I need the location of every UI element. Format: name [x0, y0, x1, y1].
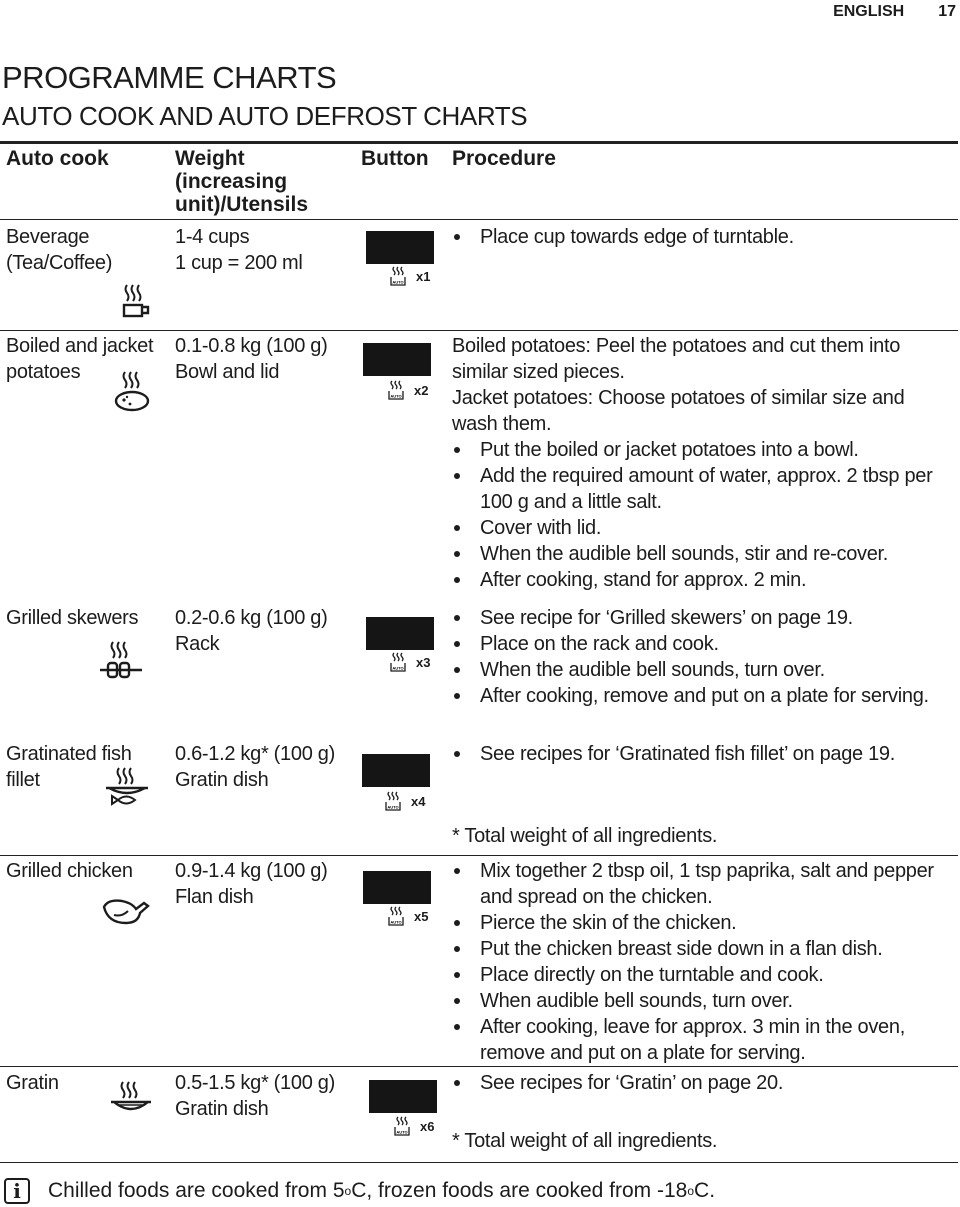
- procedure: [452, 224, 952, 250]
- footnote: * Total weight of all ingredients.: [452, 1130, 718, 1152]
- auto-cook-button[interactable]: [366, 231, 434, 264]
- food-name: Beverage (Tea/Coffee): [6, 226, 113, 274]
- auto-cook-icon: [388, 380, 404, 400]
- button-press-count: [390, 652, 430, 672]
- weight-range: 0.9-1.4 kg (100 g): [175, 860, 328, 882]
- language-label: ENGLISH: [833, 3, 905, 20]
- auto-label: AUTO: [387, 804, 399, 810]
- table-top-rule: [0, 141, 958, 144]
- col-header-procedure: Procedure: [452, 147, 556, 170]
- procedure: [452, 1070, 952, 1096]
- auto-cook-icon: [390, 652, 406, 672]
- skewer-icon: [98, 640, 144, 680]
- press-count: x2: [414, 382, 429, 398]
- food-name: Gratin: [6, 1072, 59, 1094]
- procedure-step: Add the required amount of water, approx. 2 tbsp per 100 g and a little salt.: [452, 463, 952, 515]
- procedure-step: Cover with lid.: [452, 515, 952, 541]
- info-text-1: Chilled foods are cooked from 5: [48, 1179, 345, 1202]
- procedure: [452, 605, 952, 709]
- weight-range: 0.2-0.6 kg (100 g): [175, 607, 328, 629]
- row-rule: [0, 330, 958, 331]
- utensil: Flan dish: [175, 886, 254, 908]
- col-header-auto-cook: Auto cook: [6, 147, 109, 170]
- procedure-step: Put the boiled or jacket potatoes into a bowl.: [452, 437, 952, 463]
- procedure-step: When the audible bell sounds, stir and re-cover.: [452, 541, 952, 567]
- auto-cook-button[interactable]: [362, 754, 430, 787]
- info-text-3: C.: [694, 1179, 716, 1202]
- procedure-step: When the audible bell sounds, turn over.: [452, 657, 952, 683]
- auto-label: AUTO: [390, 393, 402, 399]
- button-press-count: [388, 380, 428, 400]
- auto-label: AUTO: [392, 279, 404, 285]
- auto-cook-button[interactable]: [363, 871, 431, 904]
- procedure: [452, 333, 952, 593]
- utensil: Gratin dish: [175, 1098, 269, 1120]
- procedure-step: When audible bell sounds, turn over.: [452, 988, 952, 1014]
- procedure-step: See recipes for ‘Gratin’ on page 20.: [452, 1070, 952, 1096]
- procedure-step: Place directly on the turntable and cook.: [452, 962, 952, 988]
- col-header-button: Button: [361, 147, 429, 170]
- weight-range: 0.5-1.5 kg* (100 g): [175, 1072, 335, 1094]
- auto-cook-icon: [388, 906, 404, 926]
- press-count: x6: [420, 1118, 435, 1134]
- footnote: * Total weight of all ingredients.: [452, 825, 718, 847]
- procedure-step: After cooking, stand for approx. 2 min.: [452, 567, 952, 593]
- utensil: Bowl and lid: [175, 361, 280, 383]
- procedure-step: Put the chicken breast side down in a flan dish.: [452, 936, 952, 962]
- auto-cook-button[interactable]: [369, 1080, 437, 1113]
- page-header: [833, 0, 960, 24]
- weight-range: 0.1-0.8 kg (100 g): [175, 335, 328, 357]
- procedure-step: Place cup towards edge of turntable.: [452, 224, 952, 250]
- potato-icon: [112, 370, 152, 412]
- page-title: PROGRAMME CHARTS: [2, 60, 337, 95]
- info-text-2: C, frozen foods are cooked from -18: [351, 1179, 688, 1202]
- utensil: Rack: [175, 633, 220, 655]
- auto-label: AUTO: [396, 1129, 408, 1135]
- food-name: Boiled and jacket potatoes: [6, 335, 154, 383]
- procedure-step: See recipes for ‘Gratinated fish fillet’ on page 19.: [452, 741, 952, 767]
- info-icon: i: [4, 1178, 30, 1204]
- utensil: 1 cup = 200 ml: [175, 252, 303, 274]
- procedure-step: Mix together 2 tbsp oil, 1 tsp paprika, salt and pepper and spread on the chicken.: [452, 858, 952, 910]
- degree-sign: o: [344, 1184, 352, 1198]
- chicken-icon: [100, 893, 152, 927]
- procedure-step: After cooking, leave for approx. 3 min in the oven, remove and put on a plate for serving.: [452, 1014, 952, 1066]
- weight-range: 0.6-1.2 kg* (100 g): [175, 743, 335, 765]
- weight-range: 1-4 cups: [175, 226, 250, 248]
- utensil: Gratin dish: [175, 769, 269, 791]
- procedure-step: Place on the rack and cook.: [452, 631, 952, 657]
- auto-cook-button[interactable]: [363, 343, 431, 376]
- auto-cook-icon: [390, 266, 406, 286]
- row-rule: [0, 1066, 958, 1067]
- food-name: Gratinated fish fillet: [6, 743, 132, 791]
- press-count: x3: [416, 654, 431, 670]
- header-rule: [0, 219, 958, 220]
- gratin-icon: [108, 1080, 154, 1116]
- fish-icon: [104, 766, 150, 808]
- auto-cook-icon: [394, 1116, 410, 1136]
- press-count: x1: [416, 268, 431, 284]
- procedure-step: Pierce the skin of the chicken.: [452, 910, 952, 936]
- degree-sign: o: [687, 1184, 695, 1198]
- food-name: Grilled skewers: [6, 607, 139, 629]
- cup-icon: [121, 283, 153, 319]
- procedure-step: After cooking, remove and put on a plate for serving.: [452, 683, 952, 709]
- auto-cook-icon: [385, 791, 401, 811]
- info-note: [4, 1178, 715, 1204]
- procedure-step: See recipe for ‘Grilled skewers’ on page 19.: [452, 605, 952, 631]
- press-count: x4: [411, 793, 426, 809]
- auto-label: AUTO: [392, 665, 404, 671]
- row-rule: [0, 855, 958, 856]
- procedure: [452, 741, 952, 767]
- auto-cook-button[interactable]: [366, 617, 434, 650]
- procedure: [452, 858, 952, 1066]
- procedure-intro: Jacket potatoes: Choose potatoes of similar size and wash them.: [452, 387, 905, 435]
- procedure-intro: Boiled potatoes: Peel the potatoes and cut them into similar sized pieces.: [452, 335, 901, 383]
- section-subtitle: AUTO COOK AND AUTO DEFROST CHARTS: [2, 101, 528, 131]
- food-name: Grilled chicken: [6, 860, 133, 882]
- page-number: 17: [938, 3, 956, 20]
- auto-label: AUTO: [390, 919, 402, 925]
- press-count: x5: [414, 908, 429, 924]
- table-bottom-rule: [0, 1162, 958, 1163]
- col-header-weight: Weight (increasing unit)/Utensils: [175, 147, 309, 216]
- button-press-count: [390, 266, 430, 286]
- button-press-count: [385, 791, 425, 811]
- button-press-count: [388, 906, 428, 926]
- button-press-count: [394, 1116, 434, 1136]
